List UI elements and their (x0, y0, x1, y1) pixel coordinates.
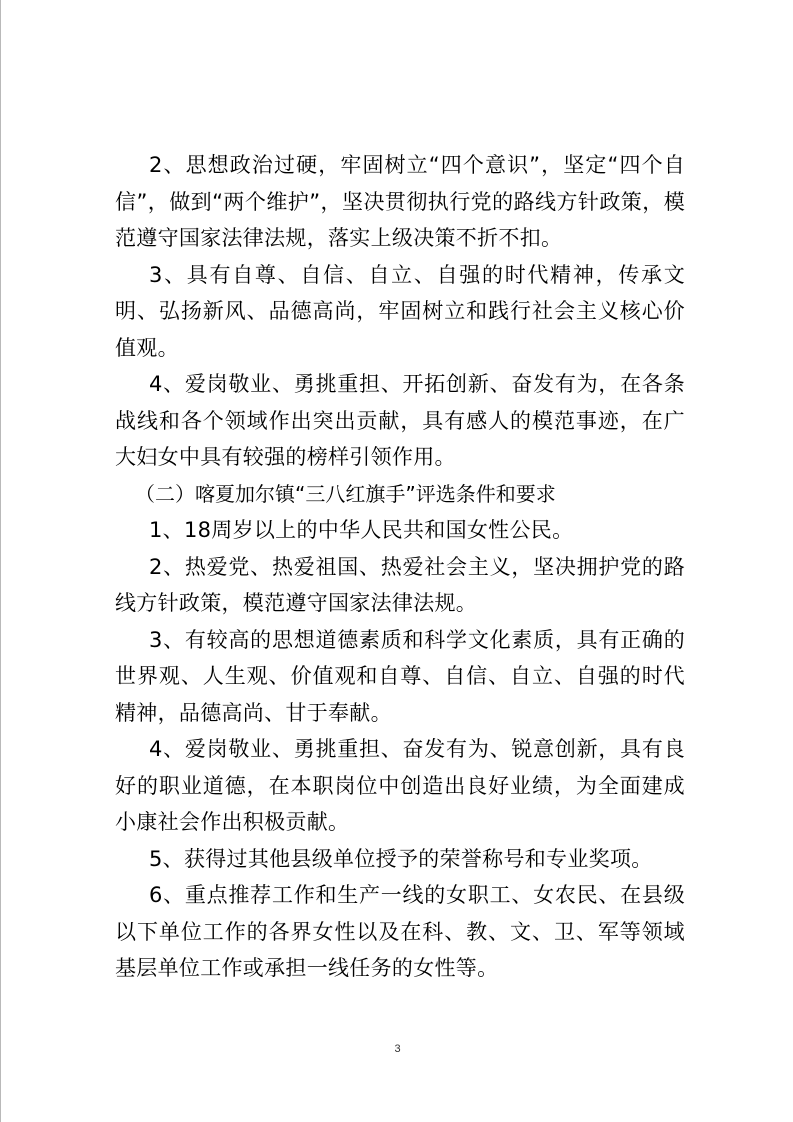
paragraph-criterion-4: 4、爱岗敬业、勇挑重担、开拓创新、奋发有为，在各条战线和各个领域作出突出贡献，具有感人的模范事迹，在广大妇女中具有较强的榜样引领作用。 (115, 372, 685, 469)
section-paragraph-5: 5、获得过其他县级单位授予的荣誉称号和专业奖项。 (149, 846, 653, 871)
section-heading: （二）喀夏加尔镇“三八红旗手”评选条件和要求 (135, 481, 556, 506)
section-paragraph-4: 4、爱岗敬业、勇挑重担、奋发有为、锐意创新，具有良好的职业道德，在本职岗位中创造出良好业绩，为全面建成小康社会作出积极贡献。 (115, 737, 685, 834)
section-paragraph-2: 2、热爱党、热爱祖国、热爱社会主义，坚决拥护党的路线方针政策，模范遵守国家法律法规。 (115, 554, 685, 615)
section-paragraph-3: 3、有较高的思想道德素质和科学文化素质，具有正确的世界观、人生观、价值观和自尊、自信、自立、自强的时代精神，品德高尚、甘于奉献。 (115, 627, 685, 725)
paragraph-criterion-3: 3、具有自尊、自信、自立、自强的时代精神，传承文明、弘扬新风、品德高尚，牢固树立和践行社会主义核心价值观。 (115, 262, 685, 360)
section-paragraph-6: 6、重点推荐工作和生产一线的女职工、女农民、在县级以下单位工作的各界女性以及在科、教、文、卫、军等领域基层单位工作或承担一线任务的女性等。 (115, 883, 685, 980)
page-number: 3 (394, 1043, 401, 1055)
paragraph-criterion-2: 2、思想政治过硬，牢固树立“四个意识”，坚定“四个自信”，做到“两个维护”，坚决贯彻执行党的路线方针政策，模范遵守国家法律法规，落实上级决策不折不扣。 (115, 153, 685, 250)
section-paragraph-1: 1、18周岁以上的中华人民共和国女性公民。 (149, 518, 574, 542)
document-body (115, 147, 685, 987)
